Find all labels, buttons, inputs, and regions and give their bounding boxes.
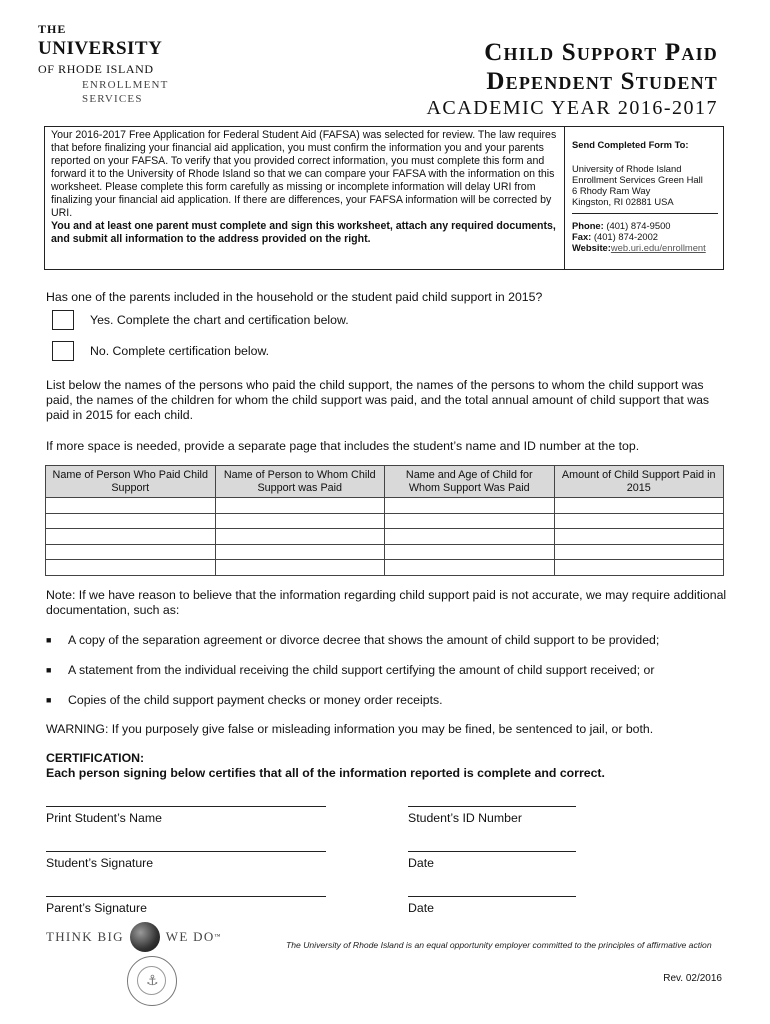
parent-signature-label: Parent’s Signature [46,901,147,915]
university-seal-icon [127,956,177,1006]
think-big-logo [46,922,220,952]
website-label: Website: [572,242,611,253]
address-line: 6 Rhody Ram Way [572,185,651,196]
list-item [46,663,654,678]
option-no-label: No. Complete certification below. [90,344,270,358]
we-do-text: WE DO [165,929,215,944]
header-payer: Name of Person Who Paid Child Support [46,466,216,498]
option-no [52,341,269,361]
signature-line [408,896,576,897]
table-cell[interactable] [46,529,216,545]
header-recipient: Name of Person to Whom Child Support was Paid [215,466,385,498]
table-cell[interactable] [215,498,385,514]
eeo-tagline: The University of Rhode Island is an equal opportunity employer committed to the principles of affirmative action [286,940,712,950]
table-cell[interactable] [385,498,555,514]
phone-value: (401) 874-9500 [603,220,671,231]
title-line-2: Dependent Student [486,68,718,95]
intro-bold-text: You and at least one parent must complete and sign this worksheet, attach any required documents, and submit all information to the address provided on the right. [51,220,556,245]
option-yes [52,310,349,330]
student-signature-label: Student’s Signature [46,856,154,870]
option-yes-label: Yes. Complete the chart and certification below. [90,313,349,327]
intro-box [44,126,724,270]
table-cell[interactable] [46,560,216,576]
child-support-table [45,465,724,576]
table-header-row [46,466,724,498]
bullet-icon: ■ [46,695,52,705]
address-line: Kingston, RI 02881 USA [572,196,674,207]
revision-date: Rev. 02/2016 [663,973,722,984]
website-row [572,242,718,253]
table-cell[interactable] [554,560,724,576]
table-cell[interactable] [554,513,724,529]
table-cell[interactable] [215,560,385,576]
mailing-address [572,163,718,207]
logo-services: SERVICES [82,93,143,105]
trademark: ™ [214,934,221,940]
logo-university: UNIVERSITY [38,38,163,59]
address-line: University of Rhode Island [572,163,682,174]
student-id-label: Student’s ID Number [408,811,522,825]
date-label: Date [408,901,434,915]
table-cell[interactable] [385,560,555,576]
website-link[interactable]: web.uri.edu/enrollment [610,242,706,253]
yes-checkbox[interactable] [52,310,74,330]
child-support-question: Has one of the parents included in the household or the student paid child support in 2015? [46,290,543,304]
phone-row [572,220,718,231]
table-cell[interactable] [385,544,555,560]
signature-line [408,851,576,852]
table-cell[interactable] [215,544,385,560]
date-label: Date [408,856,434,870]
title-line-1: Child Support Paid [484,39,718,66]
parent-signature-field[interactable] [46,896,326,915]
list-item-text: Copies of the child support payment checks or money order receipts. [68,693,443,707]
table-cell[interactable] [554,498,724,514]
student-id-field[interactable] [408,806,576,825]
header-amount: Amount of Child Support Paid in 2015 [554,466,724,498]
table-cell[interactable] [385,513,555,529]
space-note: If more space is needed, provide a separate page that includes the student’s name and ID number at the top. [46,439,640,453]
bullet-icon: ■ [46,635,52,645]
warning: WARNING: If you purposely give false or misleading information you may be fined, be sentenced to jail, or both. [46,722,654,736]
logo-the: THE [38,22,67,36]
table-cell[interactable] [215,513,385,529]
uri-logo [38,22,188,105]
logo-of-rhode-island: OF RHODE ISLAND [38,62,154,76]
student-name-field[interactable] [46,806,326,825]
signature-line [408,806,576,807]
student-signature-field[interactable] [46,851,326,870]
table-cell[interactable] [385,529,555,545]
signature-line [46,806,326,807]
list-item-text: A statement from the individual receiving the child support certifying the amount of child support received; or [68,663,655,677]
anchor-icon: ⚓ [146,972,159,988]
student-date-field[interactable] [408,851,576,870]
send-to-panel [565,127,723,269]
think-big-text: THINK BIG [46,929,124,944]
divider [572,213,718,214]
table-cell[interactable] [554,529,724,545]
table-row [46,513,724,529]
certification-title: CERTIFICATION: [46,751,145,765]
table-cell[interactable] [554,544,724,560]
logo-enrollment: ENROLLMENT [82,79,169,91]
header-child: Name and Age of Child for Whom Support Was Paid [385,466,555,498]
globe-icon [130,922,160,952]
send-to-label: Send Completed Form To: [572,139,689,150]
academic-year: ACADEMIC YEAR 2016-2017 [426,97,718,119]
table-row [46,560,724,576]
documentation-note: Note: If we have reason to believe that the information regarding child support paid is not accurate, we may require additional documentation, such as: [46,588,727,617]
table-row [46,529,724,545]
table-row [46,544,724,560]
table-cell[interactable] [46,513,216,529]
signature-line [46,896,326,897]
student-name-label: Print Student’s Name [46,811,162,825]
fax-label: Fax: [572,231,592,242]
instructions: List below the names of the persons who paid the child support, the names of the persons to whom the child support was paid, the names of the children for whom the child support was paid, and the total annual amount of child support that was paid in 2015 for each child. [46,378,710,422]
no-checkbox[interactable] [52,341,74,361]
table-cell[interactable] [46,498,216,514]
intro-text: Your 2016-2017 Free Application for Federal Student Aid (FAFSA) was selected for review. The law requires that before finalizing your financial aid application, you must confirm the information you and your parents reported on your FAFSA. To verify that you provided correct information, you must complete this form and forward it to the University of Rhode Island so that we can compare your FAFSA with the information on this worksheet. Please complete this form carefully as missing or incomplete information will delay URI from finalizing your financial aid application. If there are differences, your FAFSA information will be corrected by URI. [51,129,557,219]
document-title [426,38,718,120]
table-cell[interactable] [46,544,216,560]
certification [46,751,605,781]
list-item [46,693,443,708]
phone-label: Phone: [572,220,604,231]
fax-value: (401) 874-2002 [591,231,658,242]
fax-row [572,231,718,242]
list-item-text: A copy of the separation agreement or divorce decree that shows the amount of child support to be provided; [68,633,660,647]
bullet-icon: ■ [46,665,52,675]
table-cell[interactable] [215,529,385,545]
signature-line [46,851,326,852]
table-row [46,498,724,514]
parent-date-field[interactable] [408,896,576,915]
intro-text-panel [45,127,565,269]
certification-text: Each person signing below certifies that all of the information reported is complete and correct. [46,766,605,780]
list-item [46,633,659,648]
address-line: Enrollment Services Green Hall [572,174,703,185]
